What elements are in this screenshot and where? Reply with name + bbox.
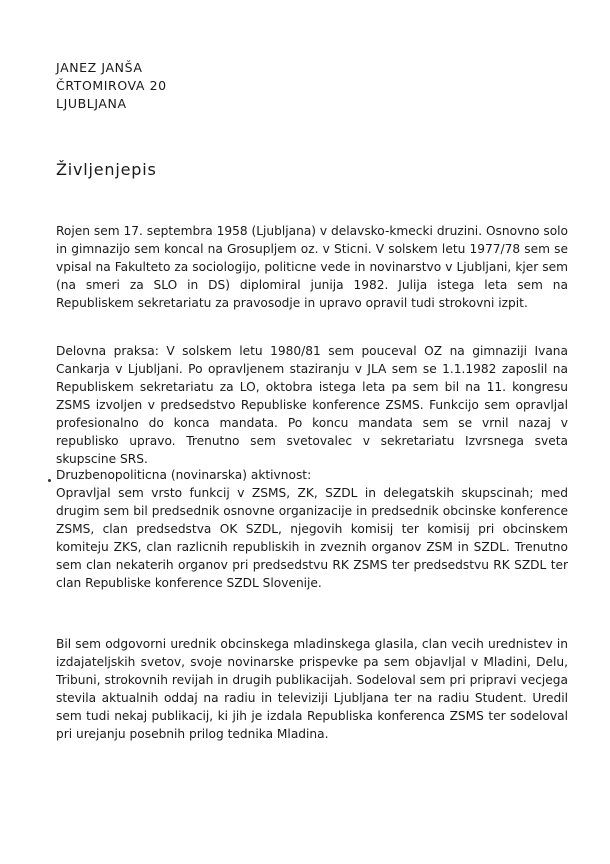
political-activity-heading: Druzbenopoliticna (novinarska) aktivnost: — [56, 468, 312, 482]
scan-speck — [48, 479, 51, 482]
paragraph-journalism: Bil sem odgovorni urednik obcinskega mladinskega glasila, clan vecih urednistev in izdajateljskih svetov, svoje novinarske prispevke pa sem objavljal v Mladini, Delu, Tribuni, strokovnih revijah in drugih publikacijah. Sodeloval sem pri pripravi vecjega stevila aktualnih oddaj na radiu in televiziji Ljubljana ter na radiu Student. Uredil sem tudi nekaj publikacij, ki jih je izdala Republiska konferenca ZSMS ter sodeloval pri urejanju posebnih prilog tednika Mladina. — [56, 637, 568, 741]
paragraph-political-activity — [56, 466, 568, 592]
sender-city: LJUBLJANA — [56, 96, 127, 111]
paragraph-work-experience: Delovna praksa: V solskem letu 1980/81 sem pouceval OZ na gimnaziji Ivana Cankarja v Ljubljani. Po opravljenem staziranju v JLA sem se 1.1.1982 zaposlil na Republiskem sekretariatu za LO, oktobra istega leta pa sem bil na 11. kongresu ZSMS izvoljen v predsedstvo Republiske konference ZSMS. Funkcijo sem opravljal profesionalno do konca mandata. Po koncu mandata sem se vrnil nazaj v republisko upravo. Trenutno sem svetovalec v sekretariatu Izvrsnega sveta skupscine SRS. — [56, 344, 568, 466]
sender-street: ČRTOMIROVA 20 — [56, 78, 167, 93]
document-title: Življenjepis — [56, 160, 157, 179]
sender-address — [56, 59, 167, 113]
political-activity-text: Opravljal sem vrsto funkcij v ZSMS, ZK, SZDL in delegatskih skupscinah; med drugim sem bil predsednik osnovne organizacije in predsednik obcinske konference ZSMS, clan predsedstva OK SZDL, njegovih komisij ter komisij pri obcinskem komiteju ZKS, clan razlicnih republiskih in zveznih organov ZSM in SZDL. Trenutno sem clan nekaterih organov pri predsedstvu RK ZSMS ter predsedstvu RK SZDL ter clan Republiske konference SZDL Slovenije. — [56, 486, 568, 590]
sender-name: JANEZ JANŠA — [56, 60, 143, 75]
paragraph-birth-education: Rojen sem 17. septembra 1958 (Ljubljana) v delavsko-kmecki druzini. Osnovno solo in gimnazijo sem koncal na Grosupljem oz. v Sticni. V solskem letu 1977/78 sem se vpisal na Fakulteto za sociologijo, politicne vede in novinarstvo v Ljubljani, kjer sem (na smeri za SLO in DS) diplomiral junija 1982. Julija istega leta sem na Republiskem sekretariatu za pravosodje in upravo opravil tudi strokovni izpit. — [56, 224, 568, 310]
